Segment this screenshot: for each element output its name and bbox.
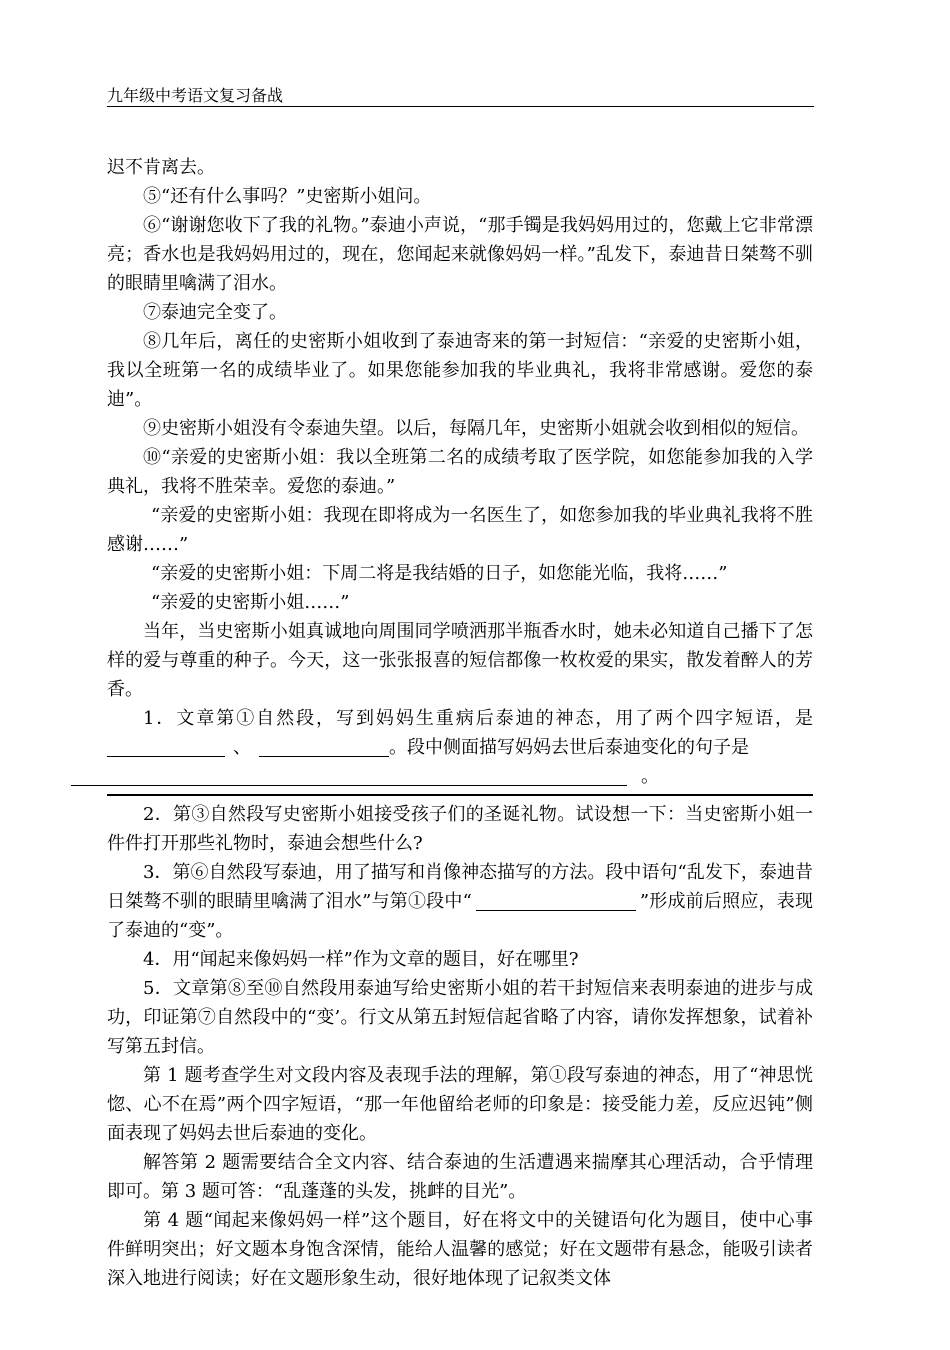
paragraph-continued: 迟不肯离去。 [107,157,215,178]
question-1-text-b: 、 [233,737,251,758]
question-3 [107,858,813,945]
page-header [107,86,814,106]
question-1-text-c: 。段中侧面描写妈妈去世后泰迪变化的句子是 [389,737,749,758]
question-3-text-a: 3．第⑥自然段写泰迪，用了描写和肖像神态描写的方法。段中语句“乱发下，泰迪昔日桀骜不驯的眼睛里噙满了泪水”与第①段中“ [107,862,813,912]
paragraph-8: ⑧几年后，离任的史密斯小姐收到了泰迪寄来的第一封短信：“亲爱的史密斯小姐，我以全班第一名的成绩毕业了。如果您能参加我的毕业典礼，我将非常感谢。爱您的泰迪”。 [107,331,813,410]
paragraph-5: ⑤“还有什么事吗？”史密斯小姐问。 [143,186,432,207]
question-3-text-b: ”形成前后照应，表现了泰迪的“变”。 [107,891,813,941]
header-title: 九年级中考语文复习备战 [107,86,284,105]
paragraph-10: ⑩“亲爱的史密斯小姐：我以全班第二名的成绩考取了医学院，如您能参加我的入学典礼，我将不胜荣幸。爱您的泰迪。” [107,447,813,497]
question-1-text-a: 1．文章第①自然段，写到妈妈生重病后泰迪的神态，用了两个四字短语，是 [143,708,813,729]
question-2: 2．第③自然段写史密斯小姐接受孩子们的圣诞礼物。试设想一下：当史密斯小姐一件件打开那些礼物时，泰迪会想些什么? [107,804,813,854]
answer-analysis-1: 第 1 题考查学生对文段内容及表现手法的理解，第①段写泰迪的神态，用了“神思恍惚、心不在焉”两个四字短语，“那一年他留给老师的印象是：接受能力差，反应迟钝”侧面表现了妈妈去世后泰迪的变化。 [107,1065,813,1144]
question-1 [107,704,813,791]
question-1-text-d: 。 [641,766,659,787]
letter-line-1: “亲爱的史密斯小姐：我现在即将成为一名医生了，如您参加我的毕业典礼我将不胜感谢……” [107,505,813,555]
answer-blank-2[interactable] [259,738,389,757]
paragraph-ending: 当年，当史密斯小姐真诚地向周围同学喷洒那半瓶香水时，她未必知道自己播下了怎样的爱与尊重的种子。今天，这一张张报喜的短信都像一枚枚爱的果实，散发着醉人的芳香。 [107,621,813,700]
document-body [107,153,813,1293]
question-4: 4．用“闻起来像妈妈一样”作为文章的题目，好在哪里? [143,949,579,970]
section-divider [107,794,813,796]
header-divider [107,106,814,107]
answer-blank-1[interactable] [107,738,225,757]
letter-line-2: “亲爱的史密斯小姐：下周二将是我结婚的日子，如您能光临，我将……” [151,563,728,584]
letter-line-3: “亲爱的史密斯小姐……” [151,592,350,613]
answer-blank-4[interactable] [476,892,636,911]
paragraph-7: ⑦泰迪完全变了。 [143,302,287,323]
answer-blank-3[interactable] [71,767,627,786]
answer-analysis-2: 解答第 2 题需要结合全文内容、结合泰迪的生活遭遇来揣摩其心理活动，合乎情理即可。第 3 题可答：“乱蓬蓬的头发，挑衅的目光”。 [107,1152,813,1202]
paragraph-9: ⑨史密斯小姐没有令泰迪失望。以后，每隔几年，史密斯小姐就会收到相似的短信。 [143,418,809,439]
answer-analysis-3: 第 4 题“闻起来像妈妈一样”这个题目，好在将文中的关键语句化为题目，使中心事件鲜明突出；好文题本身饱含深情，能给人温馨的感觉；好在文题带有悬念，能吸引读者深入地进行阅读；好在文题形象生动，很好地体现了记叙类文体 [107,1210,813,1289]
paragraph-6: ⑥“谢谢您收下了我的礼物。”泰迪小声说，“那手镯是我妈妈用过的，您戴上它非常漂亮；香水也是我妈妈用过的，现在，您闻起来就像妈妈一样。”乱发下，泰迪昔日桀骜不驯的眼睛里噙满了泪水。 [107,215,813,294]
question-5: 5．文章第⑧至⑩自然段用泰迪写给史密斯小姐的若干封短信来表明泰迪的进步与成功，印证第⑦自然段中的“变’。行文从第五封短信起省略了内容，请你发挥想象，试着补写第五封信。 [107,978,813,1057]
